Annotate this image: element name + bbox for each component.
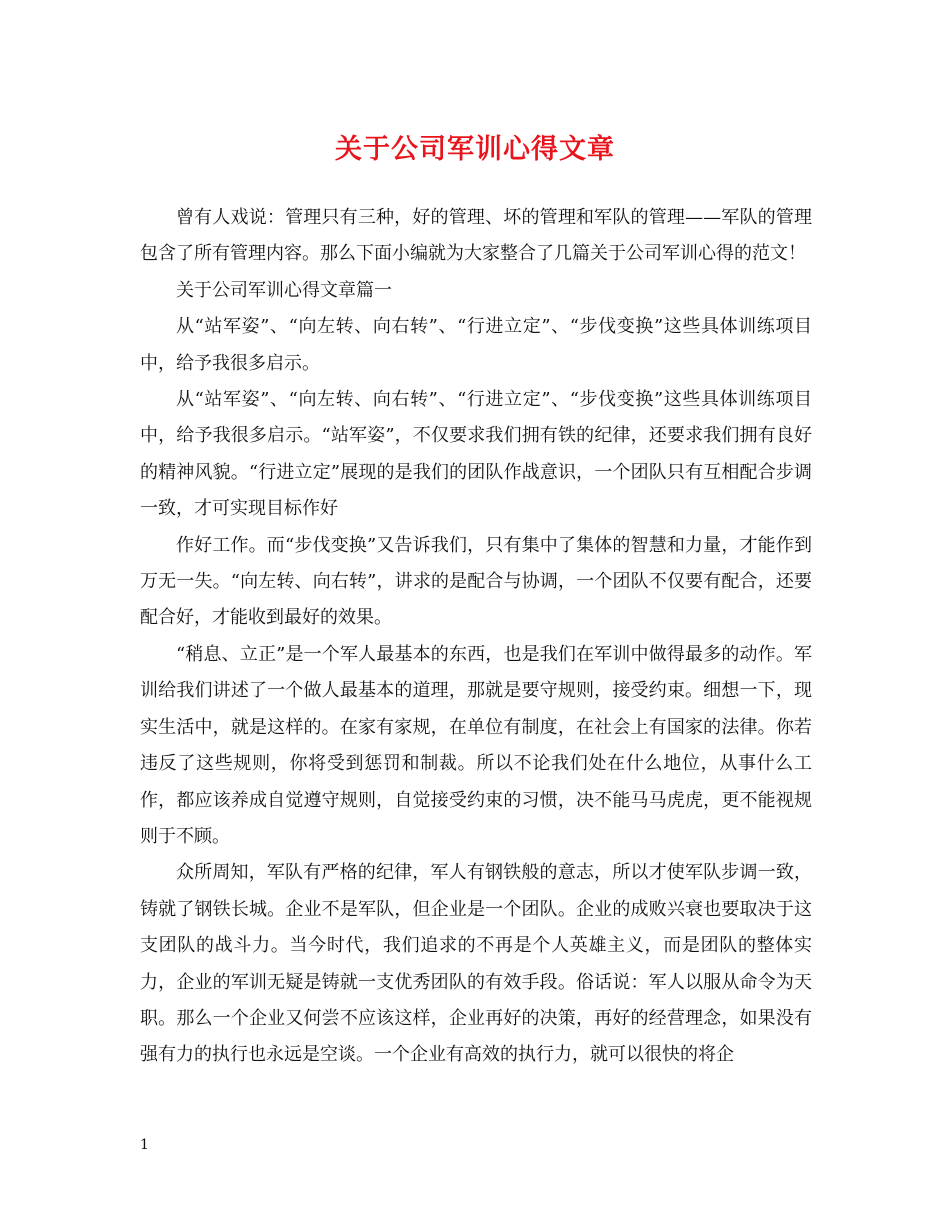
document-body bbox=[140, 200, 812, 1074]
paragraph-training-items: 从“站军姿”、“向左转、向右转”、“行进立定”、“步伐变换”这些具体训练项目中，给予我很多启示。 bbox=[140, 316, 812, 374]
paragraph-intro: 曾有人戏说：管理只有三种，好的管理、坏的管理和军队的管理——军队的管理包含了所有管理内容。那么下面小编就为大家整合了几篇关于公司军训心得的范文！ bbox=[140, 207, 812, 265]
paragraph-enterprise: 众所周知，军队有严格的纪律，军人有钢铁般的意志，所以才使军队步调一致，铸就了钢铁长城。企业不是军队，但企业是一个团队。企业的成败兴衰也要取决于这支团队的战斗力。当今时代，我们追求的不再是个人英雄主义，而是团队的整体实力，企业的军训无疑是铸就一支优秀团队的有效手段。俗话说：军人以服从命令为天职。那么一个企业又何尝不应该这样，企业再好的决策，再好的经营理念，如果没有强有力的执行也永远是空谈。一个企业有高效的执行力，就可以很快的将企 bbox=[140, 862, 812, 1066]
document-title: 关于公司军训心得文章 bbox=[335, 134, 615, 165]
paragraph-rules: “稍息、立正”是一个军人最基本的东西，也是我们在军训中做得最多的动作。军训给我们讲述了一个做人最基本的道理，那就是要守规则，接受约束。细想一下，现实生活中，就是这样的。在家有家规，在单位有制度，在社会上有国家的法律。你若违反了这些规则，你将受到惩罚和制裁。所以不论我们处在什么地位，从事什么工作，都应该养成自觉遵守规则，自觉接受约束的习惯，决不能马马虎虎，更不能视规则于不顾。 bbox=[140, 643, 812, 847]
paragraph-training-insights: 从“站军姿”、“向左转、向右转”、“行进立定”、“步伐变换”这些具体训练项目中，给予我很多启示。“站军姿”，不仅要求我们拥有铁的纪律，还要求我们拥有良好的精神风貌。“行进立定”展现的是我们的团队作战意识，一个团队只有互相配合步调一致，才可实现目标作好 bbox=[140, 389, 812, 520]
page-number: 1 bbox=[140, 1137, 149, 1153]
paragraph-teamwork: 作好工作。而“步伐变换”又告诉我们，只有集中了集体的智慧和力量，才能作到万无一失。“向左转、向右转”，讲求的是配合与协调，一个团队不仅要有配合，还要配合好，才能收到最好的效果。 bbox=[140, 534, 812, 629]
paragraph-section-heading: 关于公司军训心得文章篇一 bbox=[176, 279, 392, 301]
